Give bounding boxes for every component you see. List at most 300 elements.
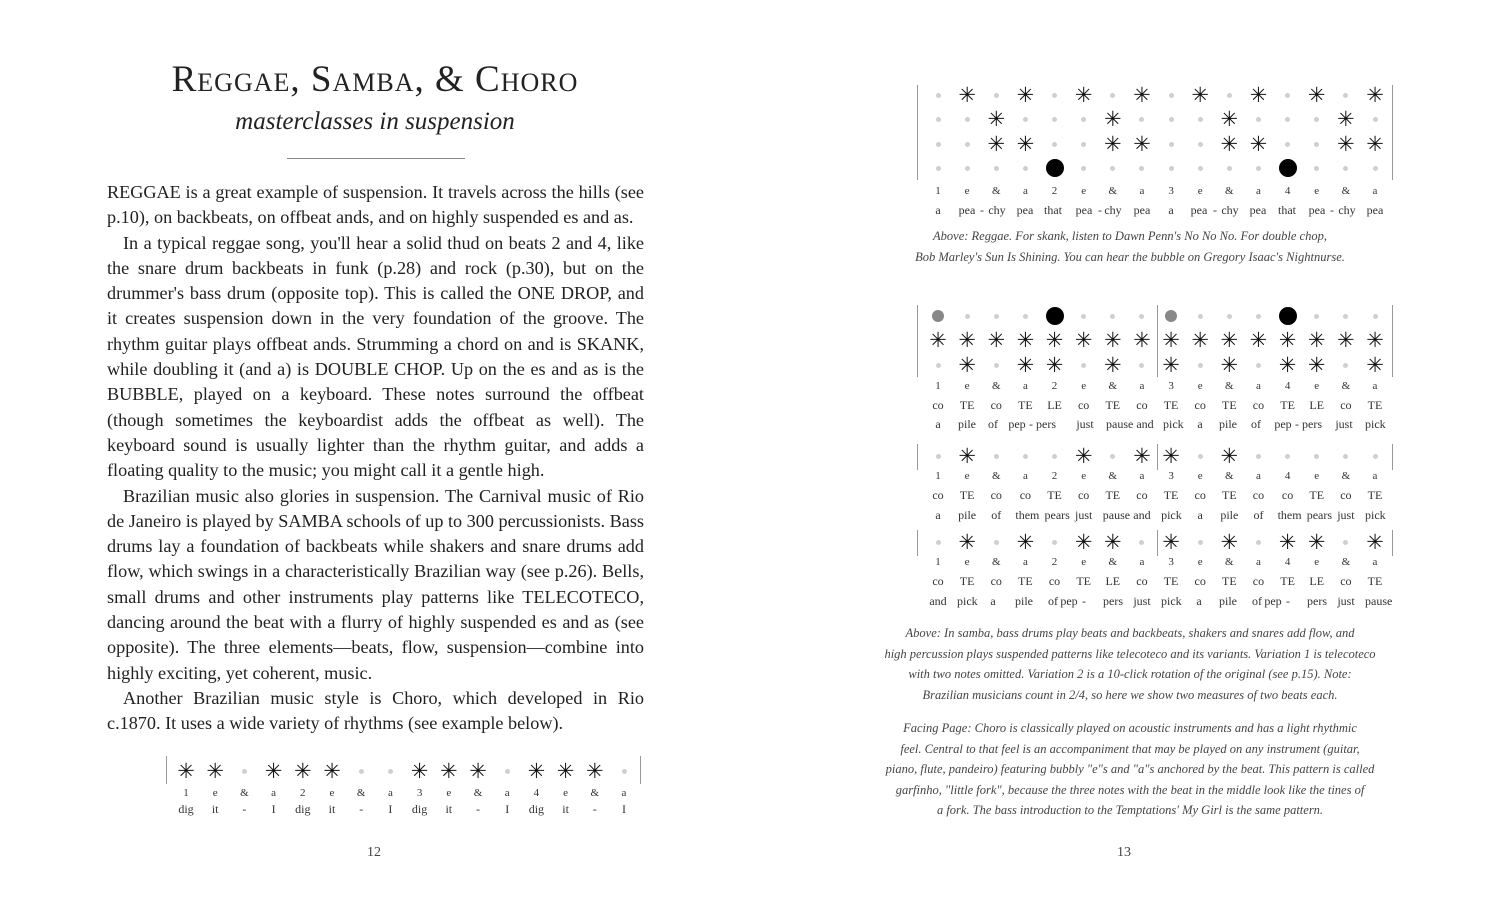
tone-label: co bbox=[1136, 398, 1148, 412]
beat-cell bbox=[1247, 85, 1269, 105]
beat-cell bbox=[1306, 109, 1328, 129]
count-label: e bbox=[964, 380, 970, 392]
samba-caption bbox=[820, 623, 1440, 705]
beat-cell bbox=[1044, 158, 1066, 178]
syllable-label: - bbox=[242, 802, 247, 816]
count-label: a bbox=[1372, 556, 1378, 568]
syllable-label: and bbox=[1136, 417, 1154, 431]
bar-line bbox=[1157, 444, 1158, 470]
beat-cell bbox=[985, 306, 1007, 326]
syllable-label: pick bbox=[1365, 417, 1386, 431]
beat-cell bbox=[1277, 134, 1299, 154]
beat-cell bbox=[467, 761, 489, 781]
tone-label: TE bbox=[1018, 398, 1033, 412]
bar-line bbox=[917, 85, 918, 180]
count-label: & bbox=[1341, 185, 1351, 197]
beat-cell bbox=[525, 761, 547, 781]
count-label: e bbox=[1197, 185, 1203, 197]
caption-line: a fork. The bass introduction to the Temptations' My Girl is the same pattern. bbox=[936, 803, 1324, 817]
count-label: & bbox=[991, 380, 1001, 392]
count-label: & bbox=[991, 470, 1001, 482]
rest-dot-icon bbox=[1139, 166, 1144, 171]
beat-cell bbox=[1102, 109, 1124, 129]
count-label: & bbox=[1225, 185, 1234, 197]
beat-cell bbox=[1189, 532, 1211, 552]
beat-cell bbox=[1102, 306, 1124, 326]
soft-dot-icon bbox=[932, 310, 944, 322]
syllable-label: I bbox=[271, 802, 276, 816]
rest-dot-icon bbox=[1198, 166, 1203, 171]
page-subtitle: masterclasses in suspension bbox=[235, 108, 515, 135]
note-asterisk-icon: ✳ bbox=[1191, 328, 1209, 352]
rest-dot-icon bbox=[994, 454, 999, 459]
note-asterisk-icon: ✳ bbox=[1133, 83, 1151, 107]
beat-cell bbox=[985, 330, 1007, 350]
syllable-label: pep bbox=[1264, 594, 1282, 608]
beat-cell bbox=[1160, 306, 1182, 326]
syllable-label: a bbox=[935, 508, 941, 522]
count-label: e bbox=[1314, 556, 1320, 568]
note-asterisk-icon: ✳ bbox=[177, 759, 195, 783]
beat-cell bbox=[1014, 109, 1036, 129]
rest-dot-icon bbox=[1198, 363, 1203, 368]
tone-label: TE bbox=[1221, 488, 1237, 502]
beat-cell bbox=[956, 134, 978, 154]
beat-cell bbox=[1218, 306, 1240, 326]
beat-cell bbox=[1364, 532, 1386, 552]
beat-cell bbox=[1160, 109, 1182, 129]
beat-cell bbox=[1044, 134, 1066, 154]
note-asterisk-icon: ✳ bbox=[1337, 328, 1355, 352]
rest-dot-icon bbox=[1052, 540, 1057, 545]
count-label: & bbox=[473, 787, 483, 799]
note-asterisk-icon: ✳ bbox=[1133, 328, 1151, 352]
count-label: e bbox=[1081, 185, 1087, 197]
syllable-label: - bbox=[592, 802, 597, 816]
syllable-label: just bbox=[1076, 417, 1094, 431]
tone-label: co bbox=[1019, 488, 1032, 502]
beat-cell bbox=[1014, 158, 1036, 178]
note-asterisk-icon: ✳ bbox=[987, 107, 1006, 131]
note-asterisk-icon: ✳ bbox=[1249, 132, 1268, 156]
tone-label: LE bbox=[1105, 574, 1121, 588]
rest-dot-icon bbox=[1285, 142, 1290, 147]
syllable-label: that bbox=[1044, 203, 1062, 217]
beat-cell bbox=[927, 306, 949, 326]
note-asterisk-icon: ✳ bbox=[1220, 328, 1239, 352]
note-asterisk-icon: ✳ bbox=[1074, 444, 1093, 468]
note-asterisk-icon: ✳ bbox=[1307, 328, 1326, 352]
tone-label: co bbox=[932, 574, 944, 588]
tone-label: TE bbox=[1221, 398, 1237, 412]
beat-cell bbox=[1014, 330, 1036, 350]
count-label: 4 bbox=[1284, 380, 1291, 392]
rest-dot-icon bbox=[1110, 166, 1115, 171]
count-label: & bbox=[1341, 556, 1351, 568]
beat-cell bbox=[1044, 355, 1066, 375]
rest-dot-icon bbox=[1285, 454, 1290, 459]
accent-dot-icon bbox=[1279, 307, 1297, 325]
syllable-label: pick bbox=[1161, 508, 1182, 522]
beat-cell bbox=[1335, 158, 1357, 178]
beat-cell bbox=[1218, 355, 1240, 375]
rest-dot-icon bbox=[1314, 314, 1319, 319]
rest-dot-icon bbox=[936, 93, 941, 98]
syllable-label: pile bbox=[958, 508, 977, 522]
beat-cell bbox=[1131, 158, 1153, 178]
beat-cell bbox=[1277, 158, 1299, 178]
syllable-label: of bbox=[1251, 417, 1261, 431]
count-label: a bbox=[1022, 380, 1028, 392]
rest-dot-icon bbox=[1343, 314, 1348, 319]
syllable-label: - bbox=[1082, 594, 1086, 608]
bar-line bbox=[1157, 305, 1158, 377]
tone-label: TE bbox=[1367, 574, 1383, 588]
beat-cell bbox=[1073, 158, 1095, 178]
note-asterisk-icon: ✳ bbox=[585, 759, 604, 783]
note-asterisk-icon: ✳ bbox=[1103, 107, 1122, 131]
count-label: a bbox=[1256, 185, 1261, 197]
syllable-label: pers bbox=[1302, 417, 1322, 431]
count-label: & bbox=[590, 787, 600, 799]
rest-dot-icon bbox=[1110, 454, 1115, 459]
beat-cell bbox=[1102, 158, 1124, 178]
beat-cell bbox=[927, 355, 949, 375]
beat-cell bbox=[1189, 85, 1211, 105]
syllable-label: dig bbox=[411, 802, 428, 816]
rest-dot-icon bbox=[936, 166, 941, 171]
syllable-label: pick bbox=[1161, 594, 1182, 608]
syllable-label: I bbox=[622, 802, 626, 816]
tone-label: TE bbox=[1309, 488, 1325, 502]
syllable-label: it bbox=[328, 802, 336, 816]
rest-dot-icon bbox=[1198, 540, 1203, 545]
syllable-label: pers bbox=[1103, 594, 1123, 608]
count-label: e bbox=[964, 556, 970, 568]
tone-label: co bbox=[1194, 488, 1206, 502]
beat-cell bbox=[1131, 109, 1153, 129]
rest-dot-icon bbox=[1314, 454, 1319, 459]
rest-dot-icon bbox=[1023, 314, 1028, 319]
note-asterisk-icon: ✳ bbox=[1307, 83, 1326, 107]
tone-label: TE bbox=[1163, 398, 1179, 412]
count-label: a bbox=[1022, 470, 1028, 482]
beat-cell bbox=[438, 761, 460, 781]
beat-cell bbox=[1247, 158, 1269, 178]
rest-dot-icon bbox=[1081, 314, 1086, 319]
syllable-label: - bbox=[1098, 203, 1102, 217]
tone-label: co bbox=[1136, 574, 1148, 588]
syllable-label: chy bbox=[1338, 203, 1356, 217]
rest-dot-icon bbox=[1198, 117, 1203, 122]
rest-dot-icon bbox=[965, 166, 970, 171]
beat-cell bbox=[1335, 109, 1357, 129]
note-asterisk-icon: ✳ bbox=[1307, 530, 1326, 554]
count-label: 3 bbox=[1168, 556, 1174, 568]
beat-cell bbox=[1014, 355, 1036, 375]
beat-cell bbox=[1160, 446, 1182, 466]
beat-cell bbox=[985, 134, 1007, 154]
tone-label: TE bbox=[1280, 574, 1295, 588]
tone-label: TE bbox=[1280, 398, 1295, 412]
syllable-label: pep bbox=[1274, 417, 1292, 431]
rest-dot-icon bbox=[1198, 142, 1203, 147]
count-label: a bbox=[1022, 185, 1028, 197]
count-label: 1 bbox=[935, 556, 941, 568]
rest-dot-icon bbox=[1169, 93, 1174, 98]
rest-dot-icon bbox=[965, 142, 970, 147]
facing-page-caption bbox=[830, 718, 1430, 821]
syllable-label: pause bbox=[1106, 417, 1134, 431]
note-asterisk-icon: ✳ bbox=[323, 759, 341, 783]
beat-cell bbox=[927, 446, 949, 466]
syllable-label: pile bbox=[1219, 594, 1237, 608]
beat-cell bbox=[1335, 532, 1357, 552]
beat-cell bbox=[1306, 330, 1328, 350]
beat-cell bbox=[292, 761, 314, 781]
syllable-label: chy bbox=[1104, 203, 1122, 217]
beat-cell bbox=[1306, 158, 1328, 178]
note-asterisk-icon: ✳ bbox=[1074, 530, 1093, 554]
rest-dot-icon bbox=[1343, 363, 1348, 368]
beat-cell bbox=[1364, 446, 1386, 466]
beat-cell bbox=[1160, 85, 1182, 105]
rest-dot-icon bbox=[388, 769, 393, 774]
beat-cell bbox=[927, 158, 949, 178]
beat-cell bbox=[1014, 306, 1036, 326]
note-asterisk-icon: ✳ bbox=[1366, 83, 1384, 107]
rest-dot-icon bbox=[1314, 142, 1319, 147]
syllable-label: - bbox=[1286, 594, 1290, 608]
note-asterisk-icon: ✳ bbox=[1162, 328, 1180, 352]
beat-cell bbox=[1102, 532, 1124, 552]
count-label: a bbox=[1139, 556, 1145, 568]
tone-label: co bbox=[1281, 488, 1294, 502]
note-asterisk-icon: ✳ bbox=[958, 530, 976, 554]
count-label: a bbox=[1372, 470, 1378, 482]
rest-dot-icon bbox=[1081, 363, 1086, 368]
count-label: & bbox=[240, 787, 249, 799]
syllable-label: pea bbox=[1366, 203, 1384, 217]
tone-label: TE bbox=[1367, 398, 1383, 412]
note-asterisk-icon: ✳ bbox=[1016, 530, 1035, 554]
rest-dot-icon bbox=[1256, 363, 1261, 368]
tone-label: co bbox=[1194, 574, 1206, 588]
syllable-label: just bbox=[1074, 508, 1093, 522]
tone-label: co bbox=[932, 398, 944, 412]
beat-cell bbox=[1247, 355, 1269, 375]
bar-line bbox=[640, 756, 641, 784]
beat-cell bbox=[956, 85, 978, 105]
syllable-label: - bbox=[980, 203, 984, 217]
count-label: e bbox=[329, 787, 335, 799]
rest-dot-icon bbox=[936, 142, 941, 147]
beat-cell bbox=[1014, 134, 1036, 154]
note-asterisk-icon: ✳ bbox=[1366, 328, 1384, 352]
beat-cell bbox=[496, 761, 518, 781]
count-label: 3 bbox=[1168, 470, 1174, 482]
syllable-label: pick bbox=[1163, 417, 1184, 431]
syllable-label: a bbox=[935, 203, 941, 217]
count-label: & bbox=[1341, 380, 1351, 392]
beat-cell bbox=[409, 761, 431, 781]
count-label: & bbox=[991, 185, 1001, 197]
syllable-label: pea bbox=[1249, 203, 1267, 217]
beat-cell bbox=[321, 761, 343, 781]
tone-label: co bbox=[1136, 488, 1148, 502]
syllable-label: pile bbox=[1219, 417, 1237, 431]
syllable-label: a bbox=[935, 417, 941, 431]
syllable-label: pep bbox=[1008, 417, 1026, 431]
note-asterisk-icon: ✳ bbox=[1162, 444, 1180, 468]
bar-line bbox=[1392, 85, 1393, 180]
note-asterisk-icon: ✳ bbox=[987, 132, 1006, 156]
beat-cell bbox=[1277, 355, 1299, 375]
beat-cell bbox=[927, 330, 949, 350]
beat-cell bbox=[1189, 158, 1211, 178]
beat-cell bbox=[1247, 446, 1269, 466]
note-asterisk-icon: ✳ bbox=[1162, 353, 1180, 377]
syllable-label: it bbox=[445, 802, 453, 816]
bar-line bbox=[1157, 530, 1158, 556]
beat-cell bbox=[1218, 330, 1240, 350]
count-label: & bbox=[1225, 380, 1234, 392]
beat-cell bbox=[1014, 446, 1036, 466]
count-label: e bbox=[1314, 470, 1320, 482]
beat-cell bbox=[1073, 109, 1095, 129]
beat-cell bbox=[1218, 109, 1240, 129]
count-label: 4 bbox=[533, 787, 540, 799]
beat-cell bbox=[1131, 85, 1153, 105]
beat-cell bbox=[1335, 134, 1357, 154]
rest-dot-icon bbox=[1373, 166, 1378, 171]
count-label: & bbox=[1108, 556, 1118, 568]
beat-cell bbox=[956, 306, 978, 326]
tone-label: LE bbox=[1309, 574, 1325, 588]
rest-dot-icon bbox=[1052, 454, 1057, 459]
beat-cell bbox=[1073, 306, 1095, 326]
note-asterisk-icon: ✳ bbox=[1220, 530, 1239, 554]
rest-dot-icon bbox=[994, 540, 999, 545]
rest-dot-icon bbox=[1139, 117, 1144, 122]
rest-dot-icon bbox=[1110, 314, 1115, 319]
caption-line: Above: Reggae. For skank, listen to Dawn Penn's No No No. For double chop, bbox=[933, 229, 1327, 243]
note-asterisk-icon: ✳ bbox=[1191, 83, 1209, 107]
syllable-label: pick bbox=[1365, 508, 1386, 522]
beat-cell bbox=[1131, 446, 1153, 466]
note-asterisk-icon: ✳ bbox=[1133, 132, 1151, 156]
count-label: 3 bbox=[1168, 380, 1174, 392]
rest-dot-icon bbox=[1139, 314, 1144, 319]
beat-cell bbox=[1102, 355, 1124, 375]
note-asterisk-icon: ✳ bbox=[1337, 132, 1355, 156]
beat-cell bbox=[956, 446, 978, 466]
beat-cell bbox=[1218, 134, 1240, 154]
reggae-caption bbox=[830, 226, 1430, 267]
beat-cell bbox=[956, 330, 978, 350]
caption-line: piano, flute, pandeiro) featuring bubbly "e"s and "a"s anchored by the beat. This pattern is called bbox=[885, 762, 1375, 776]
rest-dot-icon bbox=[1081, 117, 1086, 122]
note-asterisk-icon: ✳ bbox=[1278, 353, 1297, 377]
count-label: 2 bbox=[1051, 470, 1058, 482]
rest-dot-icon bbox=[1256, 454, 1261, 459]
count-label: a bbox=[504, 787, 510, 799]
beat-cell bbox=[1073, 446, 1095, 466]
beat-cell bbox=[985, 109, 1007, 129]
syllable-label: just bbox=[1133, 594, 1151, 608]
beat-cell bbox=[1131, 532, 1153, 552]
beat-cell bbox=[1218, 532, 1240, 552]
note-asterisk-icon: ✳ bbox=[929, 328, 947, 352]
beat-cell bbox=[927, 134, 949, 154]
beat-cell bbox=[1131, 306, 1153, 326]
rest-dot-icon bbox=[359, 769, 364, 774]
count-label: a bbox=[1256, 556, 1261, 568]
beat-cell bbox=[1335, 330, 1357, 350]
note-asterisk-icon: ✳ bbox=[1307, 353, 1326, 377]
rest-dot-icon bbox=[1256, 166, 1261, 171]
syllable-label: pea bbox=[1075, 203, 1093, 217]
count-label: e bbox=[563, 787, 569, 799]
syllable-label: - bbox=[476, 802, 480, 816]
beat-cell bbox=[1247, 532, 1269, 552]
count-label: 1 bbox=[935, 380, 941, 392]
rest-dot-icon bbox=[1023, 454, 1028, 459]
rest-dot-icon bbox=[936, 454, 941, 459]
beat-cell bbox=[1160, 532, 1182, 552]
rest-dot-icon bbox=[1343, 540, 1348, 545]
syllable-label: pep bbox=[1060, 594, 1078, 608]
rest-dot-icon bbox=[994, 363, 999, 368]
rest-dot-icon bbox=[1314, 166, 1319, 171]
count-label: 2 bbox=[1051, 380, 1058, 392]
rest-dot-icon bbox=[1256, 117, 1261, 122]
accent-dot-icon bbox=[1046, 159, 1064, 177]
beat-cell bbox=[1189, 446, 1211, 466]
tone-label: TE bbox=[1163, 488, 1179, 502]
syllable-label: pears bbox=[1044, 508, 1070, 522]
tone-label: co bbox=[1252, 574, 1265, 588]
beat-cell bbox=[1014, 532, 1036, 552]
syllable-label: a bbox=[1197, 508, 1203, 522]
count-label: a bbox=[1372, 185, 1378, 197]
beat-cell bbox=[1335, 446, 1357, 466]
note-asterisk-icon: ✳ bbox=[1016, 353, 1035, 377]
rest-dot-icon bbox=[1052, 142, 1057, 147]
rest-dot-icon bbox=[1343, 454, 1348, 459]
rest-dot-icon bbox=[1081, 166, 1086, 171]
tone-label: co bbox=[1077, 398, 1090, 412]
beat-cell bbox=[1306, 532, 1328, 552]
beat-cell bbox=[1247, 109, 1269, 129]
beat-cell bbox=[1189, 355, 1211, 375]
syllable-label: I bbox=[505, 802, 510, 816]
beat-cell bbox=[1335, 355, 1357, 375]
count-label: a bbox=[1139, 380, 1145, 392]
syllable-label: dig bbox=[528, 802, 545, 816]
note-asterisk-icon: ✳ bbox=[1103, 353, 1122, 377]
rest-dot-icon bbox=[1198, 454, 1203, 459]
rest-dot-icon bbox=[1169, 142, 1174, 147]
tone-label: TE bbox=[1105, 398, 1121, 412]
beat-cell bbox=[1364, 109, 1386, 129]
beat-cell bbox=[1277, 446, 1299, 466]
beat-cell bbox=[1131, 330, 1153, 350]
syllable-label: pea bbox=[1133, 203, 1151, 217]
syllable-label: that bbox=[1278, 203, 1296, 217]
syllable-label: pile bbox=[1220, 508, 1239, 522]
count-label: 1 bbox=[935, 470, 941, 482]
